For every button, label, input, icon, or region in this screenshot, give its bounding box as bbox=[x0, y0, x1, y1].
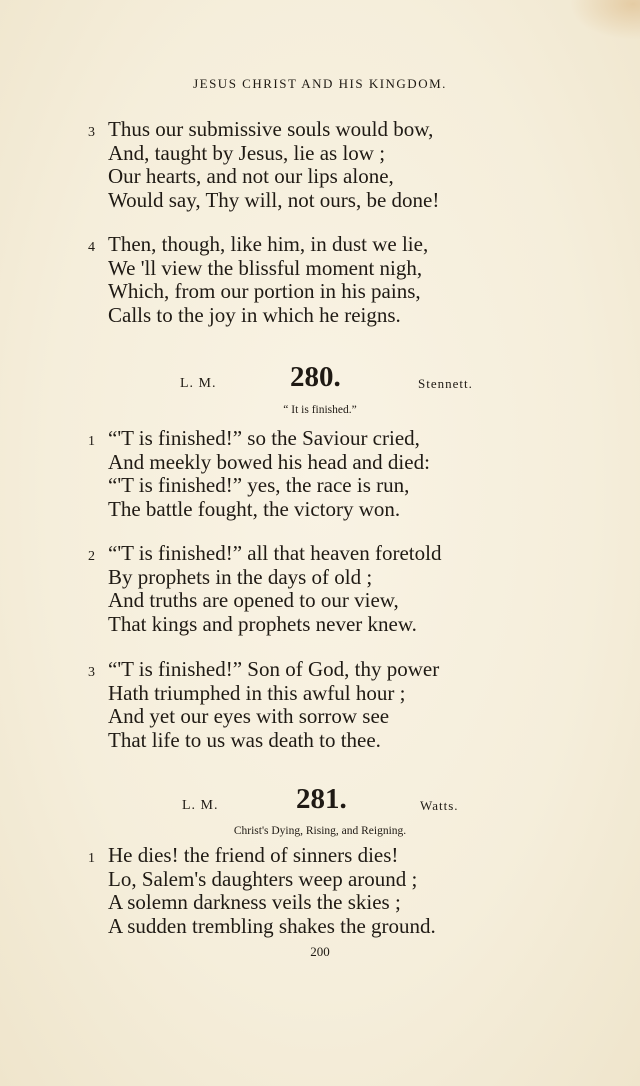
meter-label: L. M. bbox=[182, 798, 219, 813]
hymn-281-header bbox=[0, 783, 640, 816]
hymn-281-stanza-1 bbox=[86, 844, 436, 938]
paper-stain bbox=[570, 0, 640, 40]
verse-line: Our hearts, and not our lips alone, bbox=[108, 164, 394, 188]
stanza-number: 1 bbox=[88, 434, 95, 449]
stanza-number: 3 bbox=[88, 125, 95, 140]
verse-line: Lo, Salem's daughters weep around ; bbox=[108, 866, 418, 891]
page-number: 200 bbox=[310, 944, 330, 959]
verse-line: “'T is finished!” yes, the race is run, bbox=[108, 473, 410, 497]
hymn-280-stanza-2 bbox=[86, 542, 441, 636]
verse-line: And meekly bowed his head and died: bbox=[108, 449, 430, 474]
verse-line: Would say, Thy will, not ours, be done! bbox=[108, 187, 440, 212]
hymn-number: 280. bbox=[290, 361, 341, 393]
verse-line: That life to us was death to thee. bbox=[108, 727, 381, 752]
verse-line: By prophets in the days of old ; bbox=[108, 564, 373, 589]
author-name: Stennett. bbox=[418, 376, 473, 391]
stanza-3-continued bbox=[86, 118, 439, 212]
verse-line: We 'll view the blissful moment nigh, bbox=[108, 255, 423, 280]
verse-line: And yet our eyes with sorrow see bbox=[108, 704, 390, 728]
meter-label: L. M. bbox=[180, 376, 217, 391]
hymn-281-subtitle: Christ's Dying, Rising, and Reigning. bbox=[233, 825, 407, 837]
hymn-number: 281. bbox=[296, 783, 347, 815]
verse-line: The battle fought, the victory won. bbox=[108, 496, 401, 521]
verse-line: And, taught by Jesus, lie as low ; bbox=[108, 140, 386, 165]
verse-line: 2 “'T is finished!” all that heaven foretold bbox=[86, 542, 441, 566]
verse-line: Which, from our portion in his pains, bbox=[108, 279, 421, 303]
verse-line: 1 “'T is finished!” so the Saviour cried, bbox=[86, 427, 430, 451]
verse-line: 3 Thus our submissive souls would bow, bbox=[86, 118, 439, 142]
hymn-280-header bbox=[0, 361, 640, 394]
running-head: JESUS CHRIST AND HIS KINGDOM. bbox=[193, 76, 447, 91]
stanza-4 bbox=[86, 233, 428, 327]
author-name: Watts. bbox=[420, 798, 459, 813]
verse-line: That kings and prophets never knew. bbox=[108, 611, 417, 636]
verse-line: And truths are opened to our view, bbox=[108, 588, 399, 612]
verse-line: 4 Then, though, like him, in dust we lie, bbox=[86, 233, 428, 257]
stanza-number: 4 bbox=[88, 240, 95, 255]
verse-line: 3 “'T is finished!” Son of God, thy power bbox=[86, 658, 439, 682]
hymn-280-stanza-3 bbox=[86, 658, 439, 752]
verse-line: Hath triumphed in this awful hour ; bbox=[108, 680, 406, 705]
stanza-number: 2 bbox=[88, 549, 95, 564]
verse-line: 1 He dies! the friend of sinners dies! bbox=[86, 844, 436, 868]
stanza-number: 1 bbox=[88, 851, 95, 866]
verse-line: A solemn darkness veils the skies ; bbox=[108, 890, 401, 914]
hymn-280-stanza-1 bbox=[86, 427, 430, 521]
stanza-number: 3 bbox=[88, 665, 95, 680]
hymn-280-subtitle: “ It is finished.” bbox=[283, 404, 357, 416]
verse-line: Calls to the joy in which he reigns. bbox=[108, 302, 401, 327]
verse-line: A sudden trembling shakes the ground. bbox=[108, 913, 436, 938]
